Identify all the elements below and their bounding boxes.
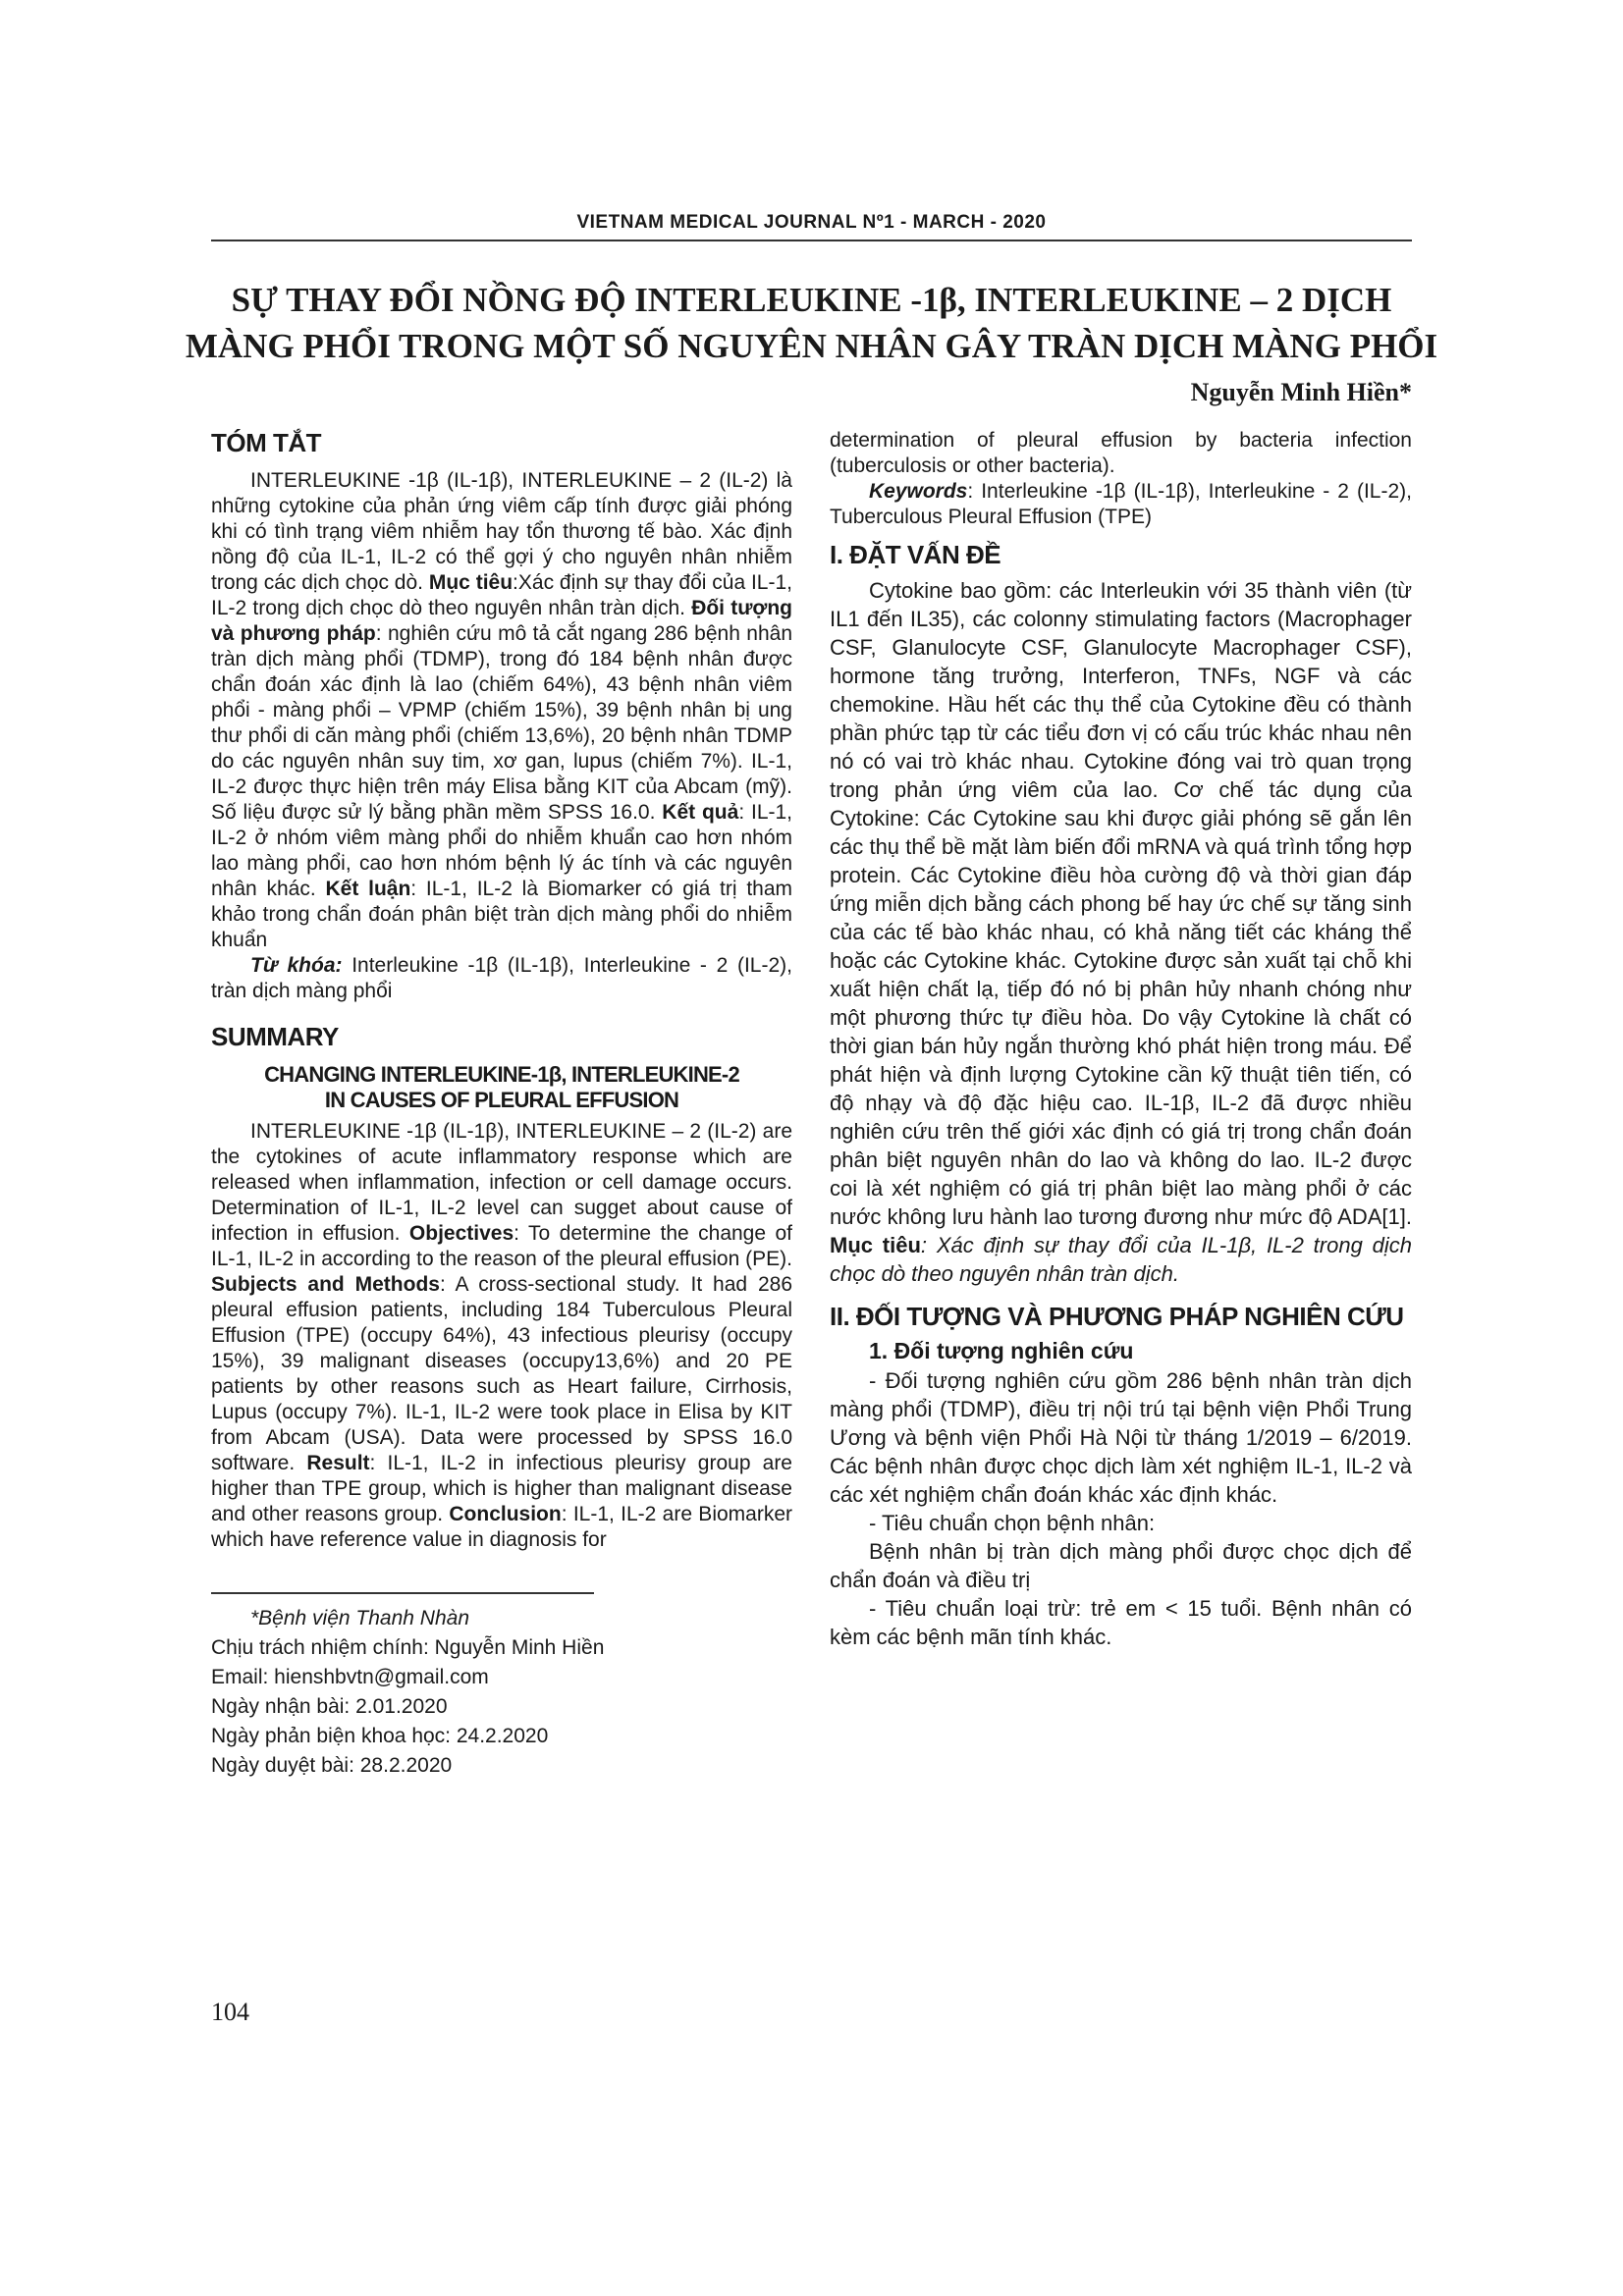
muc-tieu-label: Mục tiêu <box>428 571 514 594</box>
ket-qua-label: Kết quả <box>662 801 739 824</box>
result-label: Result <box>306 1452 370 1474</box>
objectives-text: : To determine the change of IL-1, IL-2 in according to the reason of the pleural effusion (PE). <box>211 1222 792 1270</box>
abstract-vi-intro: INTERLEUKINE -1β (IL-1β), INTERLEUKINE – 2 (IL-2) là những cytokine của phản ứng viêm cấp tính được giải phóng khi có tình trạng viêm nhiễm hay tổn thương tế bào. Xác định nồng độ của IL-1, IL-2 có thể gợi ý cho nguyên nhân nhiễm trong các dịch chọc dò. <box>211 469 792 594</box>
tu-khoa-text: Interleukine -1β (IL-1β), Interleukine - 2 (IL-2), tràn dịch màng phổi <box>211 954 792 1002</box>
section-1-body <box>830 576 1412 1288</box>
doi-tuong-text: : nghiên cứu mô tả cắt ngang 286 bệnh nhân tràn dịch màng phổi (TDMP), trong đó 184 bệnh nhân được chẩn đoán xác định là lao (chiếm 64%), 43 bệnh nhân viêm phổi - màng phổi – VPMP (chiếm 15%), 39 bệnh nhân bị ung thư phổi di căn màng phổi (chiếm 13,6%), 20 bệnh nhân TDMP do các nguyên nhân suy tim, xơ gan, lupus (chiếm 7%). IL-1, IL-2 được thực hiện trên máy Elisa bằng KIT của Abcam (mỹ). Số liệu được sử lý bằng phần mềm SPSS 16.0. <box>211 622 793 824</box>
section-1-muc-tieu-label: Mục tiêu <box>830 1233 921 1257</box>
section-2-p2: - Tiêu chuẩn chọn bệnh nhân: <box>869 1511 1156 1535</box>
section-1-text: Cytokine bao gồm: các Interleukin với 35 thành viên (từ IL1 đến IL35), các colonny stimulating factors (Macrophager CSF, Glanulocyte CSF, Glanulocyte Macrophager CSF), hormone tăng trưởng, Interferon, TNFs, NGF và các chemokine. Hầu hết các thụ thể của Cytokine đều có thành phần phức tạp từ các tiểu đơn vị có cấu trúc khác nhau nên nó có vai trò khác nhau. Cytokine đóng vai trò quan trọng trong phản ứng viêm của lao. Cơ chế tác dụng của Cytokine: Các Cytokine sau khi được giải phóng sẽ gắn lên các thụ thể bề mặt làm biến đổi mRNA và quá trình tổng hợp protein. Các Cytokine điều hòa cường độ và thời gian đáp ứng miễn dịch bằng cách phong bế hay ức chế sự tăng sinh của các tế bào khác nhau, có khả năng tiết các kháng thể hoặc các Cytokine khác. Cytokine được sản xuất tại chỗ khi xuất hiện chất lạ, tiếp đó nó bị phân hủy nhanh chóng như một phương thức tự điều hòa. Do vậy Cytokine là chất có thời gian bán hủy ngắn thường khó phát hiện trong máu. Để phát hiện và định lượng Cytokine cần kỹ thuật tiên tiến, có độ nhạy và độ đặc hiệu cao. IL-1β, IL-2 đã được nhiều nghiên cứu trên thế giới xác định có giá trị trong chẩn đoán phân biệt nguyên nhân do lao và không do lao. IL-2 được coi là xét nghiệm có giá trị phân biệt lao màng phổi ở các nước không lưu hành lao tương đương như mức độ ADA[1]. <box>830 578 1412 1229</box>
section-1-heading: I. ĐẶT VẤN ĐỀ <box>830 540 1001 569</box>
title-line-2: MÀNG PHỔI TRONG MỘT SỐ NGUYÊN NHÂN GÂY TRÀN DỊCH MÀNG PHỔI <box>185 327 1438 365</box>
summary-body <box>211 1119 792 1553</box>
abstract-vi-heading: TÓM TẮT <box>211 428 322 457</box>
page-number: 104 <box>211 1998 249 2026</box>
summary-title-line-2: IN CAUSES OF PLEURAL EFFUSION <box>324 1088 679 1112</box>
muc-tieu-text: :Xác định sự thay đổi của IL-1, IL-2 trong dịch chọc dò theo nguyên nhân tràn dịch. <box>211 571 792 619</box>
section-1-muc-tieu-text: : Xác định sự thay đổi của IL-1β, IL-2 trong dịch chọc dò theo nguyên nhân tràn dịch. <box>830 1233 1412 1286</box>
abstract-vi-body <box>211 468 792 953</box>
section-2-p4: - Tiêu chuẩn loại trừ: trẻ em < 15 tuổi. Bệnh nhân có kèm các bệnh mãn tính khác. <box>830 1596 1412 1649</box>
keywords-text: : Interleukine -1β (IL-1β), Interleukine - 2 (IL-2), Tuberculous Pleural Effusion (TPE) <box>830 480 1412 528</box>
summary-title <box>211 1062 792 1113</box>
article-title <box>177 277 1446 369</box>
section-2-p3: Bệnh nhân bị tràn dịch màng phổi được chọc dịch để chẩn đoán và điều trị <box>830 1539 1412 1592</box>
keywords-label: Keywords <box>869 480 968 503</box>
objectives-label: Objectives <box>408 1222 514 1245</box>
conclusion-label: Conclusion <box>449 1503 562 1525</box>
summary-intro: INTERLEUKINE -1β (IL-1β), INTERLEUKINE – 2 (IL-2) are the cytokines of acute inflammatory response which are released when inflammation, infection or cell damage occurs. Determination of IL-1, IL-2 level can sugget about cause of infection in effusion. <box>211 1120 792 1245</box>
conclusion-text: : IL-1, IL-2 are Biomarker which have reference value in diagnosis for <box>211 1503 792 1551</box>
tu-khoa-label: Từ khóa: <box>250 954 343 977</box>
section-2-p1: - Đối tượng nghiên cứu gồm 286 bệnh nhân tràn dịch màng phổi (TDMP), điều trị nội trú tại bệnh viện Phổi Trung Ương và bệnh viện Phổi Hà Nội từ tháng 1/2019 – 6/2019. Các bệnh nhân được chọc dịch làm xét nghiệm IL-1, IL-2 và các xét nghiệm chẩn đoán khác xác định khác. <box>830 1368 1412 1507</box>
footnote-rule <box>211 1592 594 1594</box>
received-date: Ngày nhận bài: 2.01.2020 <box>211 1695 448 1718</box>
affiliation: *Bệnh viện Thanh Nhàn <box>250 1607 469 1629</box>
section-2-heading: II. ĐỐI TƯỢNG VÀ PHƯƠNG PHÁP NGHIÊN CỨU <box>830 1302 1404 1331</box>
summary-heading: SUMMARY <box>211 1022 339 1051</box>
methods-text: : A cross-sectional study. It had 286 pleural effusion patients, including 184 Tuberculous Pleural Effusion (TPE) (occupy 64%), 43 infectious pleurisy (occupy 15%), 39 malignant diseases (occupy13,6%) and 20 PE patients by other reasons such as Heart failure, Cirrhosis, Lupus (occupy 7%). IL-1, IL-2 were took place in Elisa by KIT from Abcam (USA). Data were processed by SPSS 16.0 software. <box>211 1273 793 1474</box>
methods-label: Subjects and Methods <box>211 1273 440 1296</box>
tu-khoa <box>211 953 792 1004</box>
footnotes <box>211 1604 792 1781</box>
ket-qua-text: : IL-1, IL-2 ở nhóm viêm màng phổi do nhiễm khuẩn cao hơn nhóm lao màng phổi, cao hơn nhóm bệnh lý ác tính và các nguyên nhân khác. <box>211 801 793 900</box>
email: Email: hienshbvtn@gmail.com <box>211 1666 489 1688</box>
title-line-1: SỰ THAY ĐỔI NỒNG ĐỘ INTERLEUKINE -1β, INTERLEUKINE – 2 DỊCH <box>231 281 1392 319</box>
summary-title-line-1: CHANGING INTERLEUKINE-1β, INTERLEUKINE-2 <box>264 1062 739 1087</box>
left-column <box>211 428 792 1781</box>
section-2-subheading: 1. Đối tượng nghiên cứu <box>869 1338 1134 1363</box>
doi-tuong-label: Đối tượng và phương pháp <box>211 597 792 645</box>
ket-luan-text: : IL-1, IL-2 là Biomarker có giá trị tham khảo trong chẩn đoán phân biệt tràn dịch màng phổi do nhiễm khuẩn <box>211 878 793 951</box>
summary-continued: determination of pleural effusion by bacteria infection (tuberculosis or other bacteria). <box>830 429 1412 477</box>
responsible-author: Chịu trách nhiệm chính: Nguyễn Minh Hiền <box>211 1636 605 1659</box>
accepted-date: Ngày duyệt bài: 28.2.2020 <box>211 1754 453 1777</box>
right-column <box>830 428 1412 1651</box>
journal-header: VIETNAM MEDICAL JOURNAL Nº1 - MARCH - 2020 <box>576 212 1047 233</box>
author: Nguyễn Minh Hiền* <box>1190 378 1412 406</box>
header-rule <box>211 240 1412 241</box>
reviewed-date: Ngày phản biện khoa học: 24.2.2020 <box>211 1725 549 1747</box>
result-text: : IL-1, IL-2 in infectious pleurisy group are higher than TPE group, which is higher than malignant disease and other reasons group. <box>211 1452 792 1525</box>
ket-luan-label: Kết luận <box>325 878 411 900</box>
keywords <box>830 479 1412 530</box>
